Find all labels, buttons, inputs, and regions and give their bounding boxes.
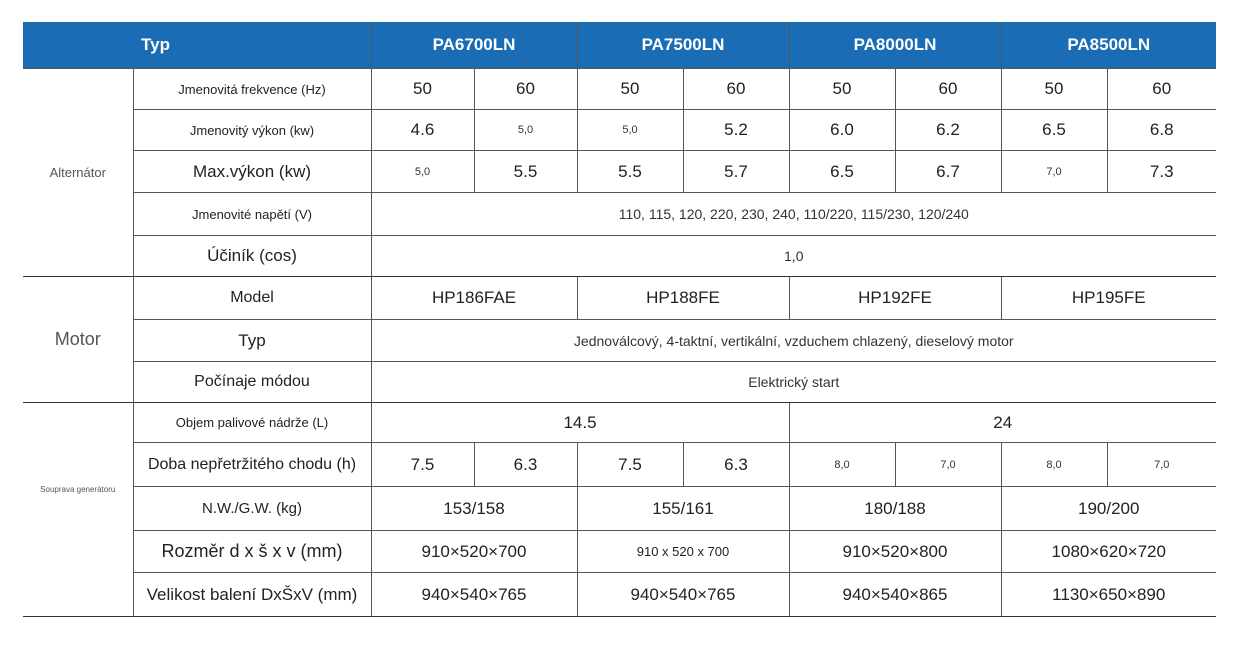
- table-row: [23, 110, 1216, 151]
- table-row: [23, 320, 1216, 362]
- group-motor: Motor: [23, 277, 133, 403]
- table-cell: 7.5: [371, 443, 474, 487]
- header-model-2: PA7500LN: [577, 22, 789, 69]
- row-label: Jmenovité napětí (V): [133, 193, 371, 236]
- group-genset: Souprava generátoru: [23, 403, 133, 617]
- row-label: Model: [133, 277, 371, 320]
- table-cell: 50: [577, 69, 683, 110]
- row-label: N.W./G.W. (kg): [133, 487, 371, 531]
- table-cell: 6.5: [789, 151, 895, 193]
- table-cell: 7,0: [1107, 443, 1216, 487]
- table-row: [23, 487, 1216, 531]
- row-label: Typ: [133, 320, 371, 362]
- table-cell: 6.3: [683, 443, 789, 487]
- table-cell: 910×520×700: [371, 531, 577, 573]
- table-cell: 155/161: [577, 487, 789, 531]
- table-cell: 6.7: [895, 151, 1001, 193]
- table-cell: 60: [683, 69, 789, 110]
- table-cell: HP186FAE: [371, 277, 577, 320]
- table-row: [23, 443, 1216, 487]
- table-cell: 7,0: [1001, 151, 1107, 193]
- table-cell: 4.6: [371, 110, 474, 151]
- header-model-4: PA8500LN: [1001, 22, 1216, 69]
- motor-type-value: Jednoválcový, 4-taktní, vertikální, vzduchem chlazený, dieselový motor: [371, 320, 1216, 362]
- table-cell: 60: [1107, 69, 1216, 110]
- row-label: Max.výkon (kw): [133, 151, 371, 193]
- table-cell: 60: [474, 69, 577, 110]
- table-cell: HP192FE: [789, 277, 1001, 320]
- table-row: [23, 531, 1216, 573]
- table-row: [23, 193, 1216, 236]
- table-cell: 180/188: [789, 487, 1001, 531]
- table-cell: 5,0: [474, 110, 577, 151]
- table-cell: 1080×620×720: [1001, 531, 1216, 573]
- header-model-3: PA8000LN: [789, 22, 1001, 69]
- table-row: [23, 69, 1216, 110]
- table-cell: 50: [1001, 69, 1107, 110]
- row-label: Účiník (cos): [133, 236, 371, 277]
- table-cell: 6.0: [789, 110, 895, 151]
- header-row: [23, 22, 1216, 69]
- table-cell: 5.5: [577, 151, 683, 193]
- table-row: [23, 236, 1216, 277]
- table-cell: 7,0: [895, 443, 1001, 487]
- table-cell: 1130×650×890: [1001, 573, 1216, 617]
- table-cell: HP195FE: [1001, 277, 1216, 320]
- table-cell: 190/200: [1001, 487, 1216, 531]
- table-cell: 7.3: [1107, 151, 1216, 193]
- table-cell: 50: [371, 69, 474, 110]
- table-cell: 14.5: [371, 403, 789, 443]
- table-cell: 940×540×865: [789, 573, 1001, 617]
- spec-table: [23, 22, 1216, 617]
- table-row: [23, 403, 1216, 443]
- start-value: Elektrický start: [371, 362, 1216, 403]
- table-cell: 5.5: [474, 151, 577, 193]
- table-cell: 7.5: [577, 443, 683, 487]
- table-cell: 6.3: [474, 443, 577, 487]
- table-cell: 60: [895, 69, 1001, 110]
- table-cell: 24: [789, 403, 1216, 443]
- table-cell: 8,0: [1001, 443, 1107, 487]
- table-cell: 6.2: [895, 110, 1001, 151]
- table-cell: 5,0: [371, 151, 474, 193]
- table-row: [23, 151, 1216, 193]
- table-cell: 910×520×800: [789, 531, 1001, 573]
- table-cell: 6.5: [1001, 110, 1107, 151]
- row-label: Doba nepřetržitého chodu (h): [133, 443, 371, 487]
- table-cell: 6.8: [1107, 110, 1216, 151]
- table-cell: 940×540×765: [577, 573, 789, 617]
- row-label: Velikost balení DxŠxV (mm): [133, 573, 371, 617]
- table-row: [23, 573, 1216, 617]
- group-alternator: Alternátor: [23, 69, 133, 277]
- table-cell: 5,0: [577, 110, 683, 151]
- table-cell: 153/158: [371, 487, 577, 531]
- table-row: [23, 362, 1216, 403]
- table-row: [23, 277, 1216, 320]
- table-cell: 5.7: [683, 151, 789, 193]
- table-cell: 5.2: [683, 110, 789, 151]
- voltage-value: 110, 115, 120, 220, 230, 240, 110/220, 115/230, 120/240: [371, 193, 1216, 236]
- table-cell: 50: [789, 69, 895, 110]
- row-label: Jmenovitá frekvence (Hz): [133, 69, 371, 110]
- table-cell: 8,0: [789, 443, 895, 487]
- row-label: Objem palivové nádrže (L): [133, 403, 371, 443]
- row-label: Jmenovitý výkon (kw): [133, 110, 371, 151]
- power-factor-value: 1,0: [371, 236, 1216, 277]
- table-cell: 910 x 520 x 700: [577, 531, 789, 573]
- header-typ: Typ: [23, 22, 371, 69]
- header-model-1: PA6700LN: [371, 22, 577, 69]
- table-cell: HP188FE: [577, 277, 789, 320]
- row-label: Počínaje módou: [133, 362, 371, 403]
- row-label: Rozměr d x š x v (mm): [133, 531, 371, 573]
- table-cell: 940×540×765: [371, 573, 577, 617]
